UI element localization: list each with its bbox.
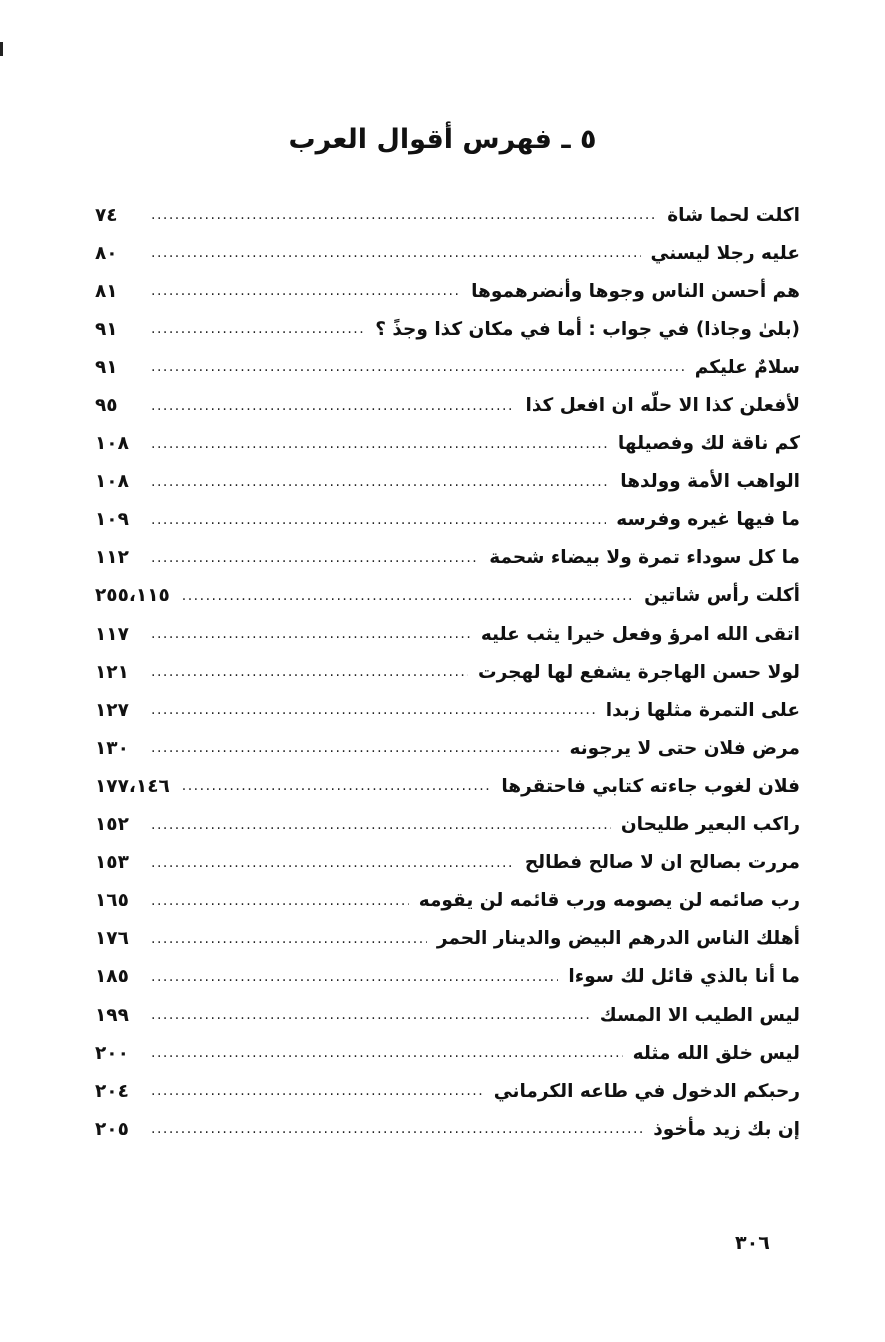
dot-leader [145,969,558,985]
entry-page-number: ١٠٨ [95,433,129,455]
entry-text: ما فيها غيره وفرسه [616,509,800,531]
entry-text: الواهب الأمة وولدها [620,471,800,493]
entry-text: رحبكم الدخول في طاعه الكرماني [493,1080,800,1102]
index-entry [95,234,800,272]
index-entry [95,1110,800,1148]
entry-text: فلان لغوب جاءته كتابي فاحتقرها [501,775,800,797]
dot-leader [145,321,365,337]
entry-page-number: ١٣٠ [95,737,129,759]
dot-leader [145,1007,590,1023]
entry-text: هم أحسن الناس وجوها وأنضرهموها [471,280,800,302]
entry-page-number: ١٠٨ [95,471,129,493]
index-entry [95,958,800,996]
dot-leader [176,588,634,604]
index-entry [95,463,800,501]
dot-leader [145,931,427,947]
dot-leader [145,359,685,375]
margin-mark [0,42,3,56]
entry-page-number: ٩١ [95,356,118,378]
entry-page-number: ١٧٦ [95,928,129,950]
entry-text: رب صائمه لن يصومه ورب قائمه لن يقومه [418,890,800,912]
entry-page-number: ٩٥ [95,395,118,417]
dot-leader [145,474,610,490]
entry-page-number: ٢٠٤ [95,1080,129,1102]
entry-text: مررت بصالح ان لا صالح فطالح [524,852,800,874]
entry-text: ما كل سوداء تمرة ولا بيضاء شحمة [489,547,800,569]
index-entry [95,272,800,310]
entry-text: ليس الطيب الا المسك [599,1004,800,1026]
entry-text: راكب البعير طليحان [620,814,800,836]
dot-leader [176,778,492,794]
entry-page-number: ١١٢ [95,547,129,569]
index-entry [95,882,800,920]
entry-text: لولا حسن الهاجرة يشفع لها لهجرت [478,661,800,683]
dot-leader [145,283,461,299]
entry-page-number: ١٧٧،١٤٦ [95,775,170,797]
dot-leader [145,1045,623,1061]
entry-text: سلامٌ عليكم [694,356,800,378]
dot-leader [145,245,641,261]
entry-text: اكلت لحما شاة [667,204,800,226]
entry-text: ما أنا بالذي قائل لك سوءا [568,966,800,988]
index-entry [95,920,800,958]
entry-text: لأفعلن كذا الا حلّه ان افعل كذا [525,395,800,417]
entry-text: إن بك زيد مأخوذ [653,1118,800,1140]
entry-text: عليه رجلا ليسني [650,242,800,264]
dot-leader [145,436,608,452]
dot-leader [145,855,515,871]
dot-leader [145,702,596,718]
index-entry [95,653,800,691]
dot-leader [145,817,611,833]
page-number: ٣٠٦ [735,1232,770,1254]
entry-text: أهلك الناس الدرهم البيض والدينار الحمر [436,928,800,950]
dot-leader [145,893,409,909]
entry-text: مرض فلان حتى لا يرجونه [569,737,800,759]
entry-page-number: ٢٥٥،١١٥ [95,585,170,607]
index-entry [95,310,800,348]
entry-page-number: ١٦٥ [95,890,129,912]
dot-leader [145,1121,643,1137]
entry-page-number: ١٥٣ [95,852,129,874]
entry-page-number: ٨١ [95,280,118,302]
index-entry [95,577,800,615]
index-entry [95,615,800,653]
entry-text: (بلىٰ وجاذا) في جواب : أما في مكان كذا وجذً ؟ [375,318,800,340]
dot-leader [145,626,471,642]
entry-page-number: ٨٠ [95,242,118,264]
dot-leader [145,398,515,414]
dot-leader [145,740,560,756]
index-entry [95,806,800,844]
dot-leader [145,1083,484,1099]
index-entry [95,386,800,424]
entry-page-number: ١٢١ [95,661,129,683]
index-entry [95,501,800,539]
entry-text: على التمرة مثلها زبدا [605,699,800,721]
entry-page-number: ١٨٥ [95,966,129,988]
entry-page-number: ١١٧ [95,623,129,645]
entry-page-number: ٢٠٠ [95,1042,129,1064]
index-entry [95,996,800,1034]
entry-text: ليس خلق الله مثله [632,1042,800,1064]
index-entry [95,196,800,234]
dot-leader [145,207,657,223]
dot-leader [145,512,606,528]
index-entry [95,348,800,386]
sayings-index-list [95,196,800,1148]
entry-page-number: ١٢٧ [95,699,129,721]
index-entry [95,767,800,805]
index-entry [95,1034,800,1072]
entry-text: أكلت رأس شاتين [644,585,800,607]
index-entry [95,729,800,767]
entry-page-number: ٢٠٥ [95,1118,129,1140]
entry-page-number: ٧٤ [95,204,118,226]
index-entry [95,539,800,577]
entry-text: كم ناقة لك وفصيلها [617,433,800,455]
entry-page-number: ١٠٩ [95,509,129,531]
entry-page-number: ١٩٩ [95,1004,129,1026]
page-title: ٥ ـ فهرس أقوال العرب [288,124,597,155]
index-entry [95,844,800,882]
dot-leader [145,550,479,566]
index-entry [95,1072,800,1110]
entry-text: اتقى الله امرؤ وفعل خيرا يثب عليه [480,623,800,645]
dot-leader [145,664,468,680]
index-entry [95,691,800,729]
index-entry [95,425,800,463]
entry-page-number: ١٥٢ [95,814,129,836]
entry-page-number: ٩١ [95,318,118,340]
